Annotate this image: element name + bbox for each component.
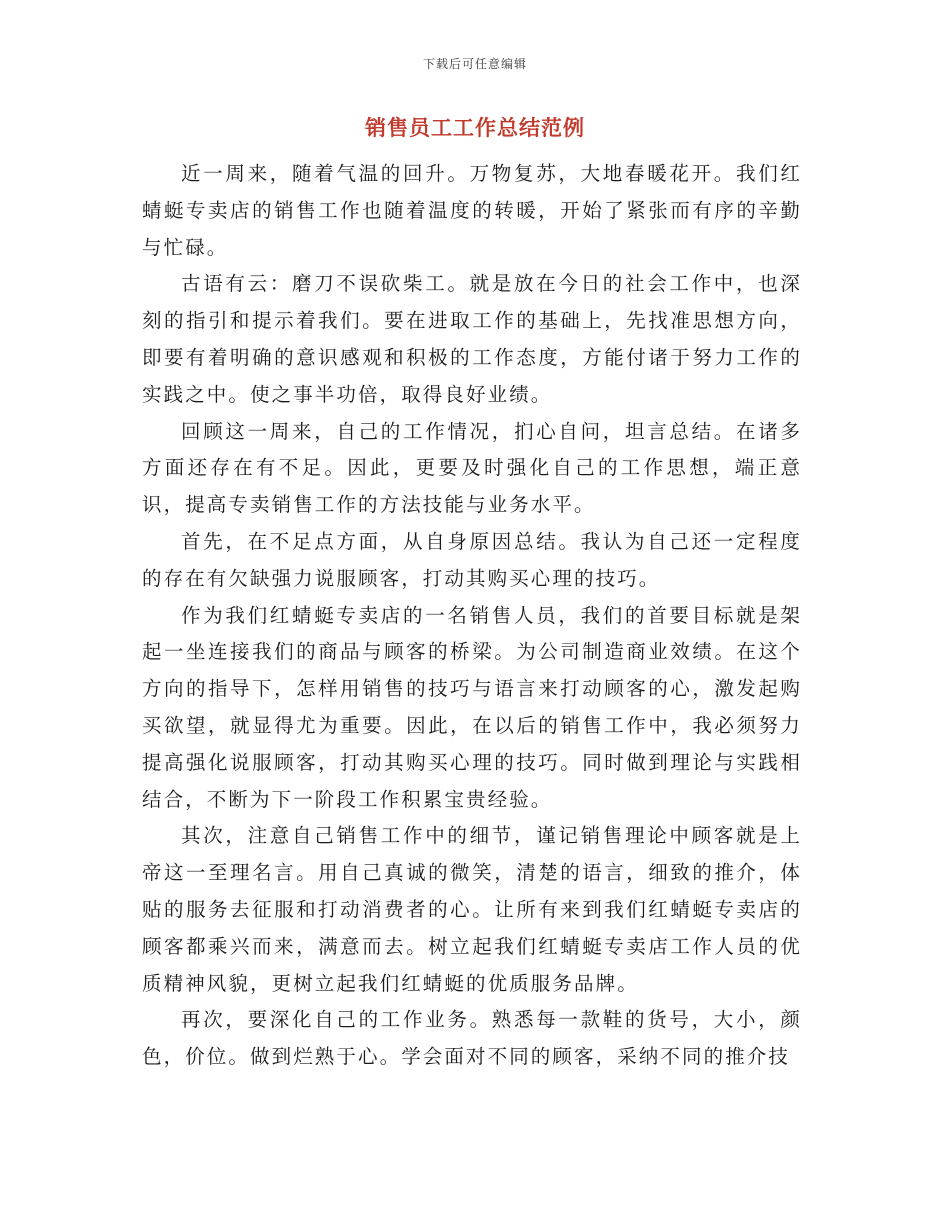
paragraph: 古语有云：磨刀不误砍柴工。就是放在今日的社会工作中，也深刻的指引和提示着我们。要在进取工作的基础上，先找准思想方向，即要有着明确的意识感观和积极的工作态度，方能付诸于努力工作的实践之中。使之事半功倍，取得良好业绩。 (142, 272, 802, 406)
paragraph: 首先，在不足点方面，从自身原因总结。我认为自己还一定程度的存在有欠缺强力说服顾客，打动其购买心理的技巧。 (142, 529, 802, 590)
paragraph: 其次，注意自己销售工作中的细节，谨记销售理论中顾客就是上帝这一至理名言。用自己真诚的微笑，清楚的语言，细致的推介，体贴的服务去征服和打动消费者的心。让所有来到我们红蜻蜓专卖店的顾客都乘兴而来，满意而去。树立起我们红蜻蜓专卖店工作人员的优质精神风貌，更树立起我们红蜻蜓的优质服务品牌。 (142, 824, 802, 995)
paragraph: 回顾这一周来，自己的工作情况，扪心自问，坦言总结。在诸多方面还存在有不足。因此，更要及时强化自己的工作思想，端正意识，提高专卖销售工作的方法技能与业务水平。 (142, 419, 802, 517)
paragraph: 作为我们红蜻蜓专卖店的一名销售人员，我们的首要目标就是架起一坐连接我们的商品与顾客的桥梁。为公司制造商业效绩。在这个方向的指导下，怎样用销售的技巧与语言来打动顾客的心，激发起购买欲望，就显得尤为重要。因此，在以后的销售工作中，我必须努力提高强化说服顾客，打动其购买心理的技巧。同时做到理论与实践相结合，不断为下一阶段工作积累宝贵经验。 (142, 603, 802, 811)
document-body (142, 156, 802, 1076)
paragraph: 再次，要深化自己的工作业务。熟悉每一款鞋的货号，大小，颜色，价位。做到烂熟于心。学会面对不同的顾客，采纳不同的推介技 (142, 1008, 802, 1069)
document-title: 销售员工工作总结范例 (365, 115, 585, 140)
paragraph: 近一周来，随着气温的回升。万物复苏，大地春暖花开。我们红蜻蜓专卖店的销售工作也随着温度的转暖，开始了紧张而有序的辛勤与忙碌。 (142, 162, 802, 259)
header-note: 下载后可任意编辑 (422, 57, 527, 71)
